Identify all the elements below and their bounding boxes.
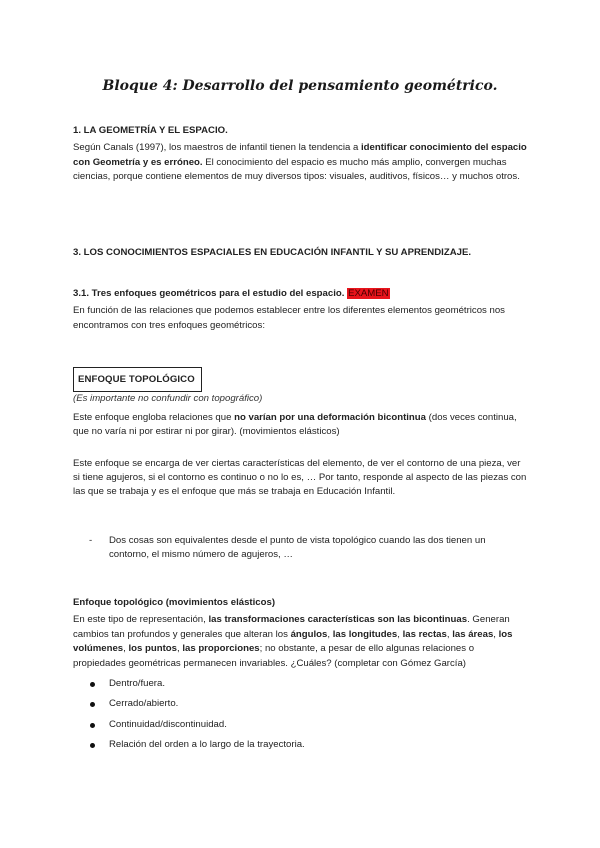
section-1-heading: 1. LA GEOMETRÍA Y EL ESPACIO. [73, 125, 228, 136]
list-item: Relación del orden a lo largo de la trayectoria. [89, 738, 528, 759]
te-b8: las proporciones [182, 643, 260, 655]
te-t9: ; no obstante, a pesar de ello algunas relaciones o propiedades geométricas permanecen invariables. ¿Cuáles? (completar con Gómez García) [73, 643, 475, 669]
te-b2: ángulos [290, 628, 328, 640]
dash-item-text: Dos cosas son equivalentes desde el punto de vista topológico cuando las dos tienen un contorno, el mismo número de agujeros, … [109, 535, 486, 561]
section-3-1 [73, 287, 528, 333]
te-t6: , [493, 628, 499, 640]
te-t7: , [123, 643, 129, 655]
te-b7: los puntos [128, 643, 177, 655]
list-item: Continuidad/discontinuidad. [89, 718, 528, 739]
te-t8: , [176, 643, 183, 655]
dash-list-item [89, 534, 514, 563]
dash-marker: - [89, 535, 93, 546]
topo-p1-bold: no varían por una deformación bicontinua [234, 411, 426, 423]
te-b5: las áreas [452, 628, 494, 640]
topological-paragraph-1 [73, 411, 528, 440]
section-3 [73, 246, 528, 260]
topological-elastic-paragraph [73, 613, 528, 671]
section-1 [73, 124, 528, 185]
topo-p1-c: (dos veces continua, que no varía ni por estirar ni por girar). (movimientos elásticos) [73, 411, 517, 438]
topological-box-label: ENFOQUE TOPOLÓGICO [73, 367, 202, 392]
topo-p1-a: Este enfoque engloba relaciones que [73, 411, 235, 423]
te-t5: , [446, 628, 453, 640]
te-b4: las rectas [402, 628, 447, 640]
topological-elastic-section [73, 596, 528, 759]
s1-text-a: Según Canals (1997), los maestros de infantil tienen la tendencia a [73, 142, 361, 154]
topological-section [73, 367, 528, 500]
te-b3: las longitudes [332, 628, 398, 640]
te-b6: los volúmenes [73, 628, 513, 655]
section-3-heading: 3. LOS CONOCIMIENTOS ESPACIALES EN EDUCACIÓN INFANTIL Y SU APRENDIZAJE. [73, 247, 472, 258]
section-1-paragraph [73, 141, 528, 184]
s1-text-c: El conocimiento del espacio es mucho más amplio, convergen muchas ciencias, porque contiene elementos de muy diversos tipos: visuales, auditivos, físicos… y muchos otros. [73, 156, 520, 183]
topological-paragraph-2: Este enfoque se encarga de ver ciertas características del elemento, de ver el contorno de una pieza, ver si tiene agujeros, si el contorno es continuo o no lo es, … Por tanto, responde al aspecto de las piezas con las que se trabaja y es el enfoque que más se trabaja en Educación Infantil. [73, 457, 527, 498]
te-t2: . Generan cambios tan profundos y generales que alteran los [73, 614, 510, 640]
section-3-1-paragraph: En función de las relaciones que podemos establecer entre los diferentes elementos geométricos nos encontramos con tres enfoques geométricos: [73, 305, 505, 331]
topological-note: (Es importante no confundir con topográfico) [73, 393, 263, 405]
te-t3: , [327, 628, 333, 640]
exam-tag: EXAMEN [348, 288, 389, 299]
topological-elastic-heading: Enfoque topológico (movimientos elásticos) [73, 597, 276, 608]
section-3-1-heading-text: 3.1. Tres enfoques geométricos para el estudio del espacio. [73, 288, 345, 299]
invariant-properties-list [89, 677, 528, 759]
page-title: Bloque 4: Desarrollo del pensamiento geométrico. [102, 78, 498, 94]
section-3-1-heading [73, 287, 528, 301]
list-item: Dentro/fuera. [89, 677, 528, 698]
te-t1: En este tipo de representación, [73, 614, 209, 626]
s1-text-bold: identificar conocimiento del espacio con Geometría y es erróneo. [73, 142, 527, 168]
te-b1: las transformaciones características son las bicontinuas [208, 614, 468, 626]
list-item: Cerrado/abierto. [89, 697, 528, 718]
te-t4: , [397, 628, 403, 640]
